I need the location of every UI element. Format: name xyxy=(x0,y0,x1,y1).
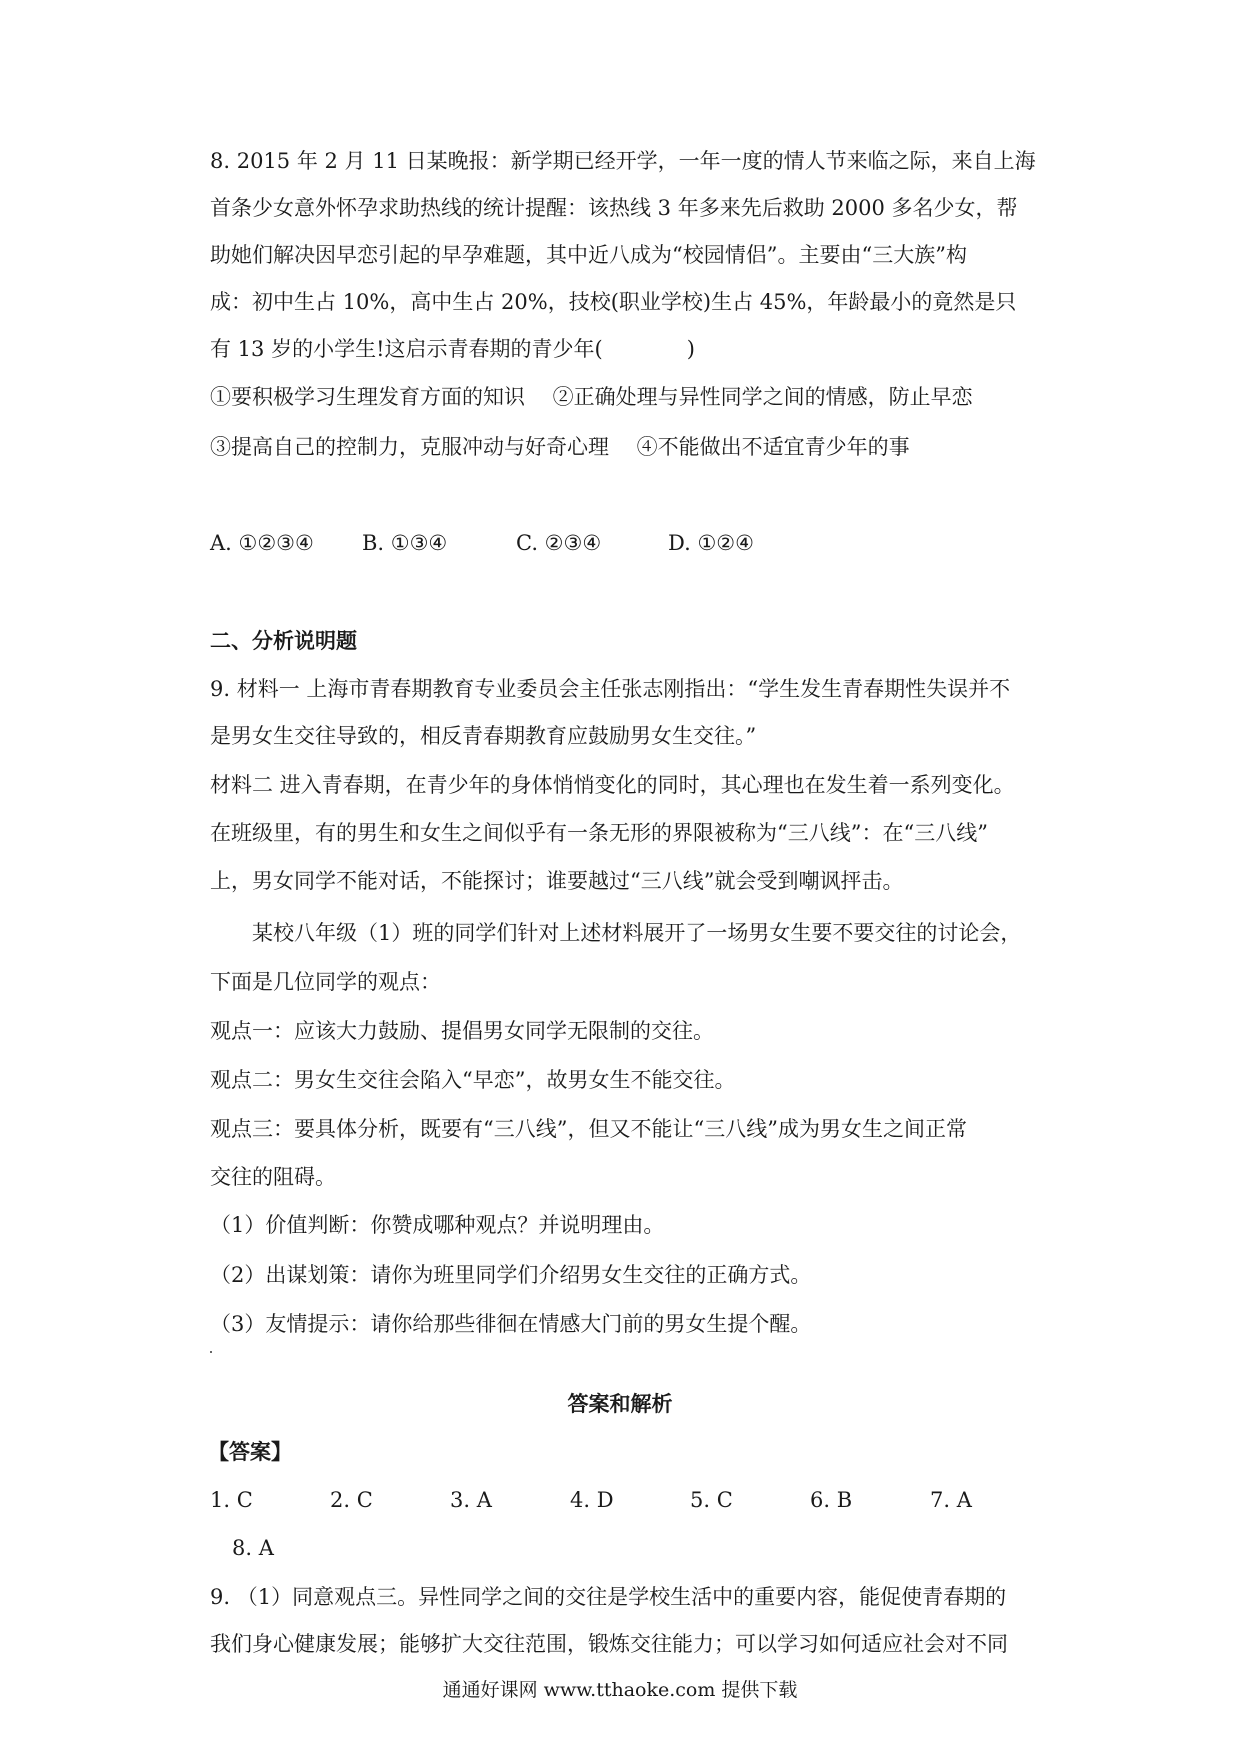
q8-statement-2: ③提高自己的控制力，克服冲动与好奇心理 ④不能做出不适宜青少年的事 xyxy=(210,435,910,459)
q8-statement-1: ①要积极学习生理发育方面的知识 ②正确处理与异性同学之间的情感，防止早恋 xyxy=(210,385,973,409)
answer-item: 1. C xyxy=(210,1488,253,1512)
answer-item: 8. A xyxy=(232,1536,274,1560)
q9-task-2: （2）出谋划策：请你为班里同学们介绍男女生交往的正确方式。 xyxy=(210,1263,812,1287)
stray-mark xyxy=(210,1351,212,1353)
q8-line-2: 首条少女意外怀孕求助热线的统计提醒：该热线 3 年多来先后救助 2000 多名少女，帮 xyxy=(210,196,1018,220)
q9-viewpoint-3-cont: 交往的阻碍。 xyxy=(210,1165,336,1189)
answer-item: 3. A xyxy=(450,1488,492,1512)
q9-viewpoint-2: 观点二：男女生交往会陷入“早恋”，故男女生不能交往。 xyxy=(210,1068,736,1092)
q9-line-2: 是男女生交往导致的，相反青春期教育应鼓励男女生交往。” xyxy=(210,724,757,748)
q8-option-d: D. ①②④ xyxy=(668,531,754,555)
q9-line-3: 材料二 进入青春期，在青少年的身体悄悄变化的同时，其心理也在发生着一系列变化。 xyxy=(210,773,1015,797)
explanation-line-2: 我们身心健康发展；能够扩大交往范围，锻炼交往能力；可以学习如何适应社会对不同 xyxy=(210,1632,1008,1656)
q9-line-6: 某校八年级（1）班的同学们针对上述材料展开了一场男女生要不要交往的讨论会， xyxy=(210,921,1022,945)
q8-option-a: A. ①②③④ xyxy=(210,531,314,555)
q8-line-1: 8. 2015 年 2 月 11 日某晚报：新学期已经开学，一年一度的情人节来临之际，来自上海 xyxy=(210,149,1036,173)
q9-line-1: 9. 材料一 上海市青春期教育专业委员会主任张志刚指出：“学生发生青春期性失误并不 xyxy=(210,677,1011,701)
q9-viewpoint-1: 观点一：应该大力鼓励、提倡男女同学无限制的交往。 xyxy=(210,1019,714,1043)
q9-line-7: 下面是几位同学的观点： xyxy=(210,970,441,994)
answer-item: 6. B xyxy=(810,1488,853,1512)
q9-task-3: （3）友情提示：请你给那些徘徊在情感大门前的男女生提个醒。 xyxy=(210,1312,812,1336)
section-heading: 二、分析说明题 xyxy=(210,628,357,653)
answer-item: 2. C xyxy=(330,1488,373,1512)
q8-option-c: C. ②③④ xyxy=(516,531,602,555)
footer-text: 通通好课网 www.tthaoke.com 提供下载 xyxy=(442,1679,798,1701)
explanation-line-1: 9. （1）同意观点三。异性同学之间的交往是学校生活中的重要内容，能促使青春期的 xyxy=(210,1585,1007,1609)
q8-line-4: 成：初中生占 10%，高中生占 20%，技校(职业学校)生占 45%，年龄最小的竟然是只 xyxy=(210,290,1017,314)
answer-item: 4. D xyxy=(570,1488,614,1512)
answers-label: 【答案】 xyxy=(208,1439,292,1464)
q9-line-5: 上，男女同学不能对话，不能探讨；谁要越过“三八线”就会受到嘲讽抨击。 xyxy=(210,869,904,893)
answer-item: 7. A xyxy=(930,1488,972,1512)
q8-line-3: 助她们解决因早恋引起的早孕难题，其中近八成为“校园情侣”。主要由“三大族”构 xyxy=(210,243,967,267)
q8-line-5: 有 13 岁的小学生!这启示青春期的青少年( ) xyxy=(210,337,695,361)
answers-title: 答案和解析 xyxy=(567,1391,673,1416)
q9-viewpoint-3: 观点三：要具体分析，既要有“三八线”，但又不能让“三八线”成为男女生之间正常 xyxy=(210,1117,967,1141)
q9-task-1: （1）价值判断：你赞成哪种观点？并说明理由。 xyxy=(210,1213,665,1237)
q9-line-4: 在班级里，有的男生和女生之间似乎有一条无形的界限被称为“三八线”：在“三八线” xyxy=(210,821,988,845)
answer-item: 5. C xyxy=(690,1488,733,1512)
q8-option-b: B. ①③④ xyxy=(362,531,448,555)
